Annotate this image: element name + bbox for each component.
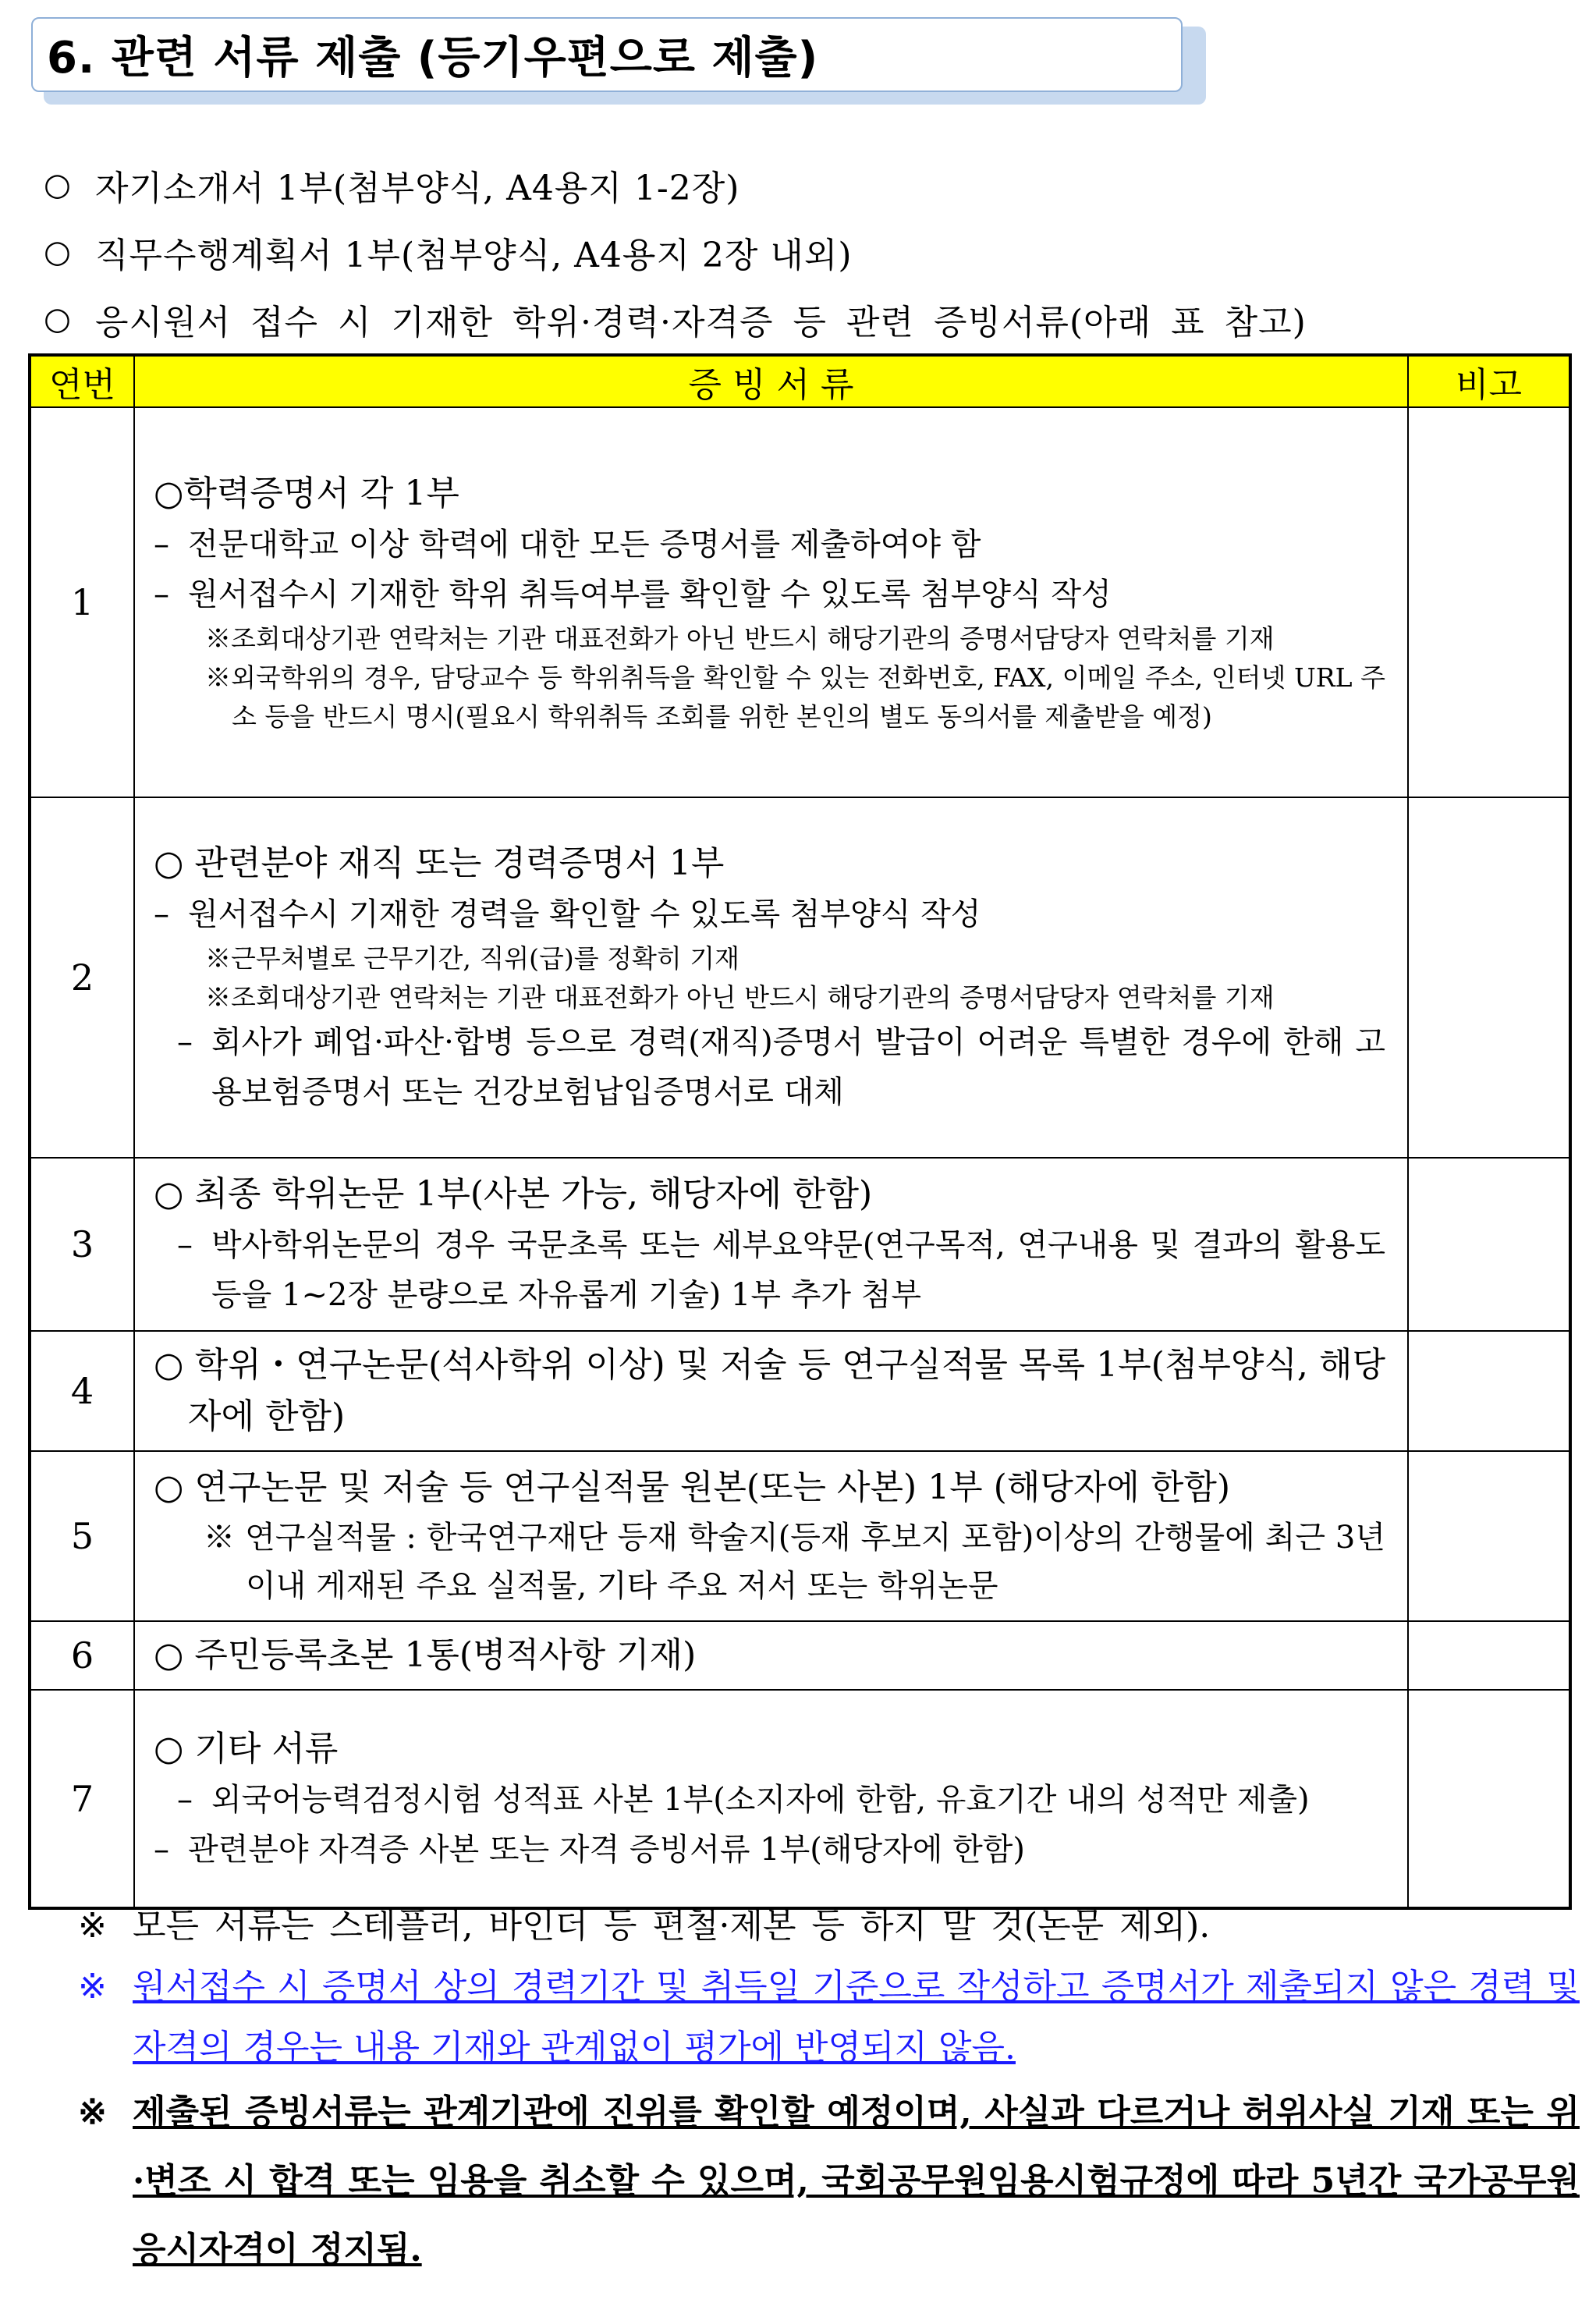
footer-note-text: 모든 서류는 스테플러, 바인더 등 편철·제본 등 하지 말 것(논문 제외). [133, 1906, 1211, 1946]
row-title: ○ 기타 서류 [154, 1728, 339, 1769]
intro-item-text: 자기소개서 1부(첨부양식, A4용지 1-2장) [95, 169, 740, 208]
circle-bullet-icon: ○ [44, 167, 71, 203]
row-number: 2 [30, 797, 134, 1158]
dash-icon: – [154, 896, 169, 932]
dash-icon: – [154, 577, 169, 612]
row-number: 1 [30, 407, 134, 797]
dash-icon: – [154, 1831, 169, 1868]
sub-item: – 박사학위논문의 경우 국문초록 또는 세부요약문(연구목적, 연구내용 및 결과의 활용도 등을 1~2장 분량으로 자유롭게 기술) 1부 추가 첨부 [154, 1220, 1385, 1320]
sub-item: – 회사가 폐업·파산·합병 등으로 경력(재직)증명서 발급이 어려운 특별한 경우에 한해 고용보험증명서 또는 건강보험납입증명서로 대체 [154, 1017, 1385, 1117]
footer-note-text: 원서접수 시 증명서 상의 경력기간 및 취득일 기준으로 작성하고 증명서가 제출되지 않은 경력 및 자격의 경우는 내용 기재와 관계없이 평가에 반영되지 않음. [133, 1967, 1580, 2067]
footer-note-text: 제출된 증빙서류는 관계기관에 진위를 확인할 예정이며, 사실과 다르거나 허위사실 기재 또는 위·변조 시 합격 또는 임용을 취소할 수 있으며, 국회공무원임용시험규정에 따라 5년간 국가공무원 응시자격이 정지됨. [133, 2092, 1580, 2269]
row-number: 5 [30, 1451, 134, 1621]
row-number: 6 [30, 1621, 134, 1690]
row-title: ○ 주민등록초본 1통(병적사항 기재) [154, 1635, 697, 1675]
section-header [31, 17, 1183, 92]
row-content [134, 1158, 1408, 1331]
note-item: ※ 연구실적물 : 한국연구재단 등재 학술지(등재 후보지 포함)이상의 간행물에 최근 3년 이내 게재된 주요 실적물, 기타 주요 저서 또는 학위논문 [204, 1520, 1385, 1604]
row-title: ○ 최종 학위논문 1부(사본 가능, 해당자에 한함) [154, 1174, 873, 1214]
note-item: ※조회대상기관 연락처는 기관 대표전화가 아닌 반드시 해당기관의 증명서담당자 연락처를 기재 [205, 982, 1275, 1013]
row-content [134, 797, 1408, 1158]
row-remark [1408, 407, 1570, 797]
table-row [30, 1158, 1570, 1331]
row-remark [1408, 1690, 1570, 1908]
row-remark [1408, 797, 1570, 1158]
note-item: ※근무처별로 근무기간, 직위(급)를 정확히 기재 [205, 943, 740, 974]
row-content [134, 1690, 1408, 1908]
dash-icon: – [177, 1024, 193, 1060]
footer-notes [78, 1896, 1580, 2284]
dash-icon: – [177, 1227, 193, 1263]
circle-bullet-icon: ○ [44, 234, 71, 270]
sub-item: – 외국어능력검정시험 성적표 사본 1부(소지자에 한함, 유효기간 내의 성적만 제출) [154, 1775, 1385, 1825]
row-content [134, 407, 1408, 797]
header-number: 연번 [30, 355, 134, 407]
row-remark [1408, 1158, 1570, 1331]
row-remark [1408, 1621, 1570, 1690]
dash-icon: – [154, 527, 169, 562]
row-number: 7 [30, 1690, 134, 1908]
table-row [30, 797, 1570, 1158]
documents-table [28, 353, 1572, 1910]
section-title: 6. 관련 서류 제출 (등기우편으로 제출) [47, 33, 819, 83]
row-content [134, 1331, 1408, 1451]
footer-note-highlight [78, 1957, 1580, 2078]
dash-icon: – [177, 1781, 193, 1818]
row-title: ○학력증명서 각 1부 [154, 474, 459, 513]
footer-note [78, 1896, 1580, 1957]
footer-note-warning [78, 2078, 1580, 2284]
note-item: ※외국학위의 경우, 담당교수 등 학위취득을 확인할 수 있는 전화번호, FAX, 이메일 주소, 인터넷 URL 주소 등을 반드시 명시(필요시 학위취득 조회를 위한 본인의 별도 동의서를 제출받을 예정) [205, 662, 1385, 732]
table-row [30, 1621, 1570, 1690]
header-remarks: 비고 [1408, 355, 1570, 407]
table-row [30, 1690, 1570, 1908]
sub-item: – 관련분야 자격증 사본 또는 자격 증빙서류 1부(해당자에 한함) [154, 1825, 1385, 1875]
reference-mark-icon: ※ [78, 1906, 107, 1946]
intro-item [44, 151, 1565, 218]
intro-item-text: 응시원서 접수 시 기재한 학위·경력·자격증 등 관련 증빙서류(아래 표 참고) [95, 303, 1307, 342]
sub-item: – 원서접수시 기재한 경력을 확인할 수 있도록 첨부양식 작성 [154, 889, 1385, 939]
sub-item: – 원서접수시 기재한 학위 취득여부를 확인할 수 있도록 첨부양식 작성 [154, 570, 1385, 619]
intro-item [44, 286, 1565, 353]
circle-bullet-icon: ○ [44, 301, 71, 337]
table-row [30, 407, 1570, 797]
sub-item: – 전문대학교 이상 학력에 대한 모든 증명서를 제출하여야 함 [154, 520, 1385, 570]
header-documents: 증 빙 서 류 [134, 355, 1408, 407]
reference-mark-icon: ※ [78, 1967, 107, 2007]
table-header-row [30, 355, 1570, 407]
row-content [134, 1451, 1408, 1621]
row-title: ○ 학위・연구논문(석사학위 이상) 및 저술 등 연구실적물 목록 1부(첨부양식, 해당자에 한함) [154, 1345, 1385, 1436]
row-content [134, 1621, 1408, 1690]
row-number: 4 [30, 1331, 134, 1451]
intro-item-text: 직무수행계획서 1부(첨부양식, A4용지 2장 내외) [95, 236, 853, 275]
row-remark [1408, 1451, 1570, 1621]
intro-item [44, 218, 1565, 286]
row-number: 3 [30, 1158, 134, 1331]
reference-mark-icon: ※ [78, 2092, 107, 2132]
intro-list [44, 151, 1565, 353]
row-remark [1408, 1331, 1570, 1451]
table-row [30, 1451, 1570, 1621]
row-title: ○ 연구논문 및 저술 등 연구실적물 원본(또는 사본) 1부 (해당자에 한함) [154, 1467, 1231, 1507]
note-item: ※조회대상기관 연락처는 기관 대표전화가 아닌 반드시 해당기관의 증명서담당자 연락처를 기재 [205, 623, 1275, 654]
table-row [30, 1331, 1570, 1451]
row-title: ○ 관련분야 재직 또는 경력증명서 1부 [154, 843, 725, 883]
